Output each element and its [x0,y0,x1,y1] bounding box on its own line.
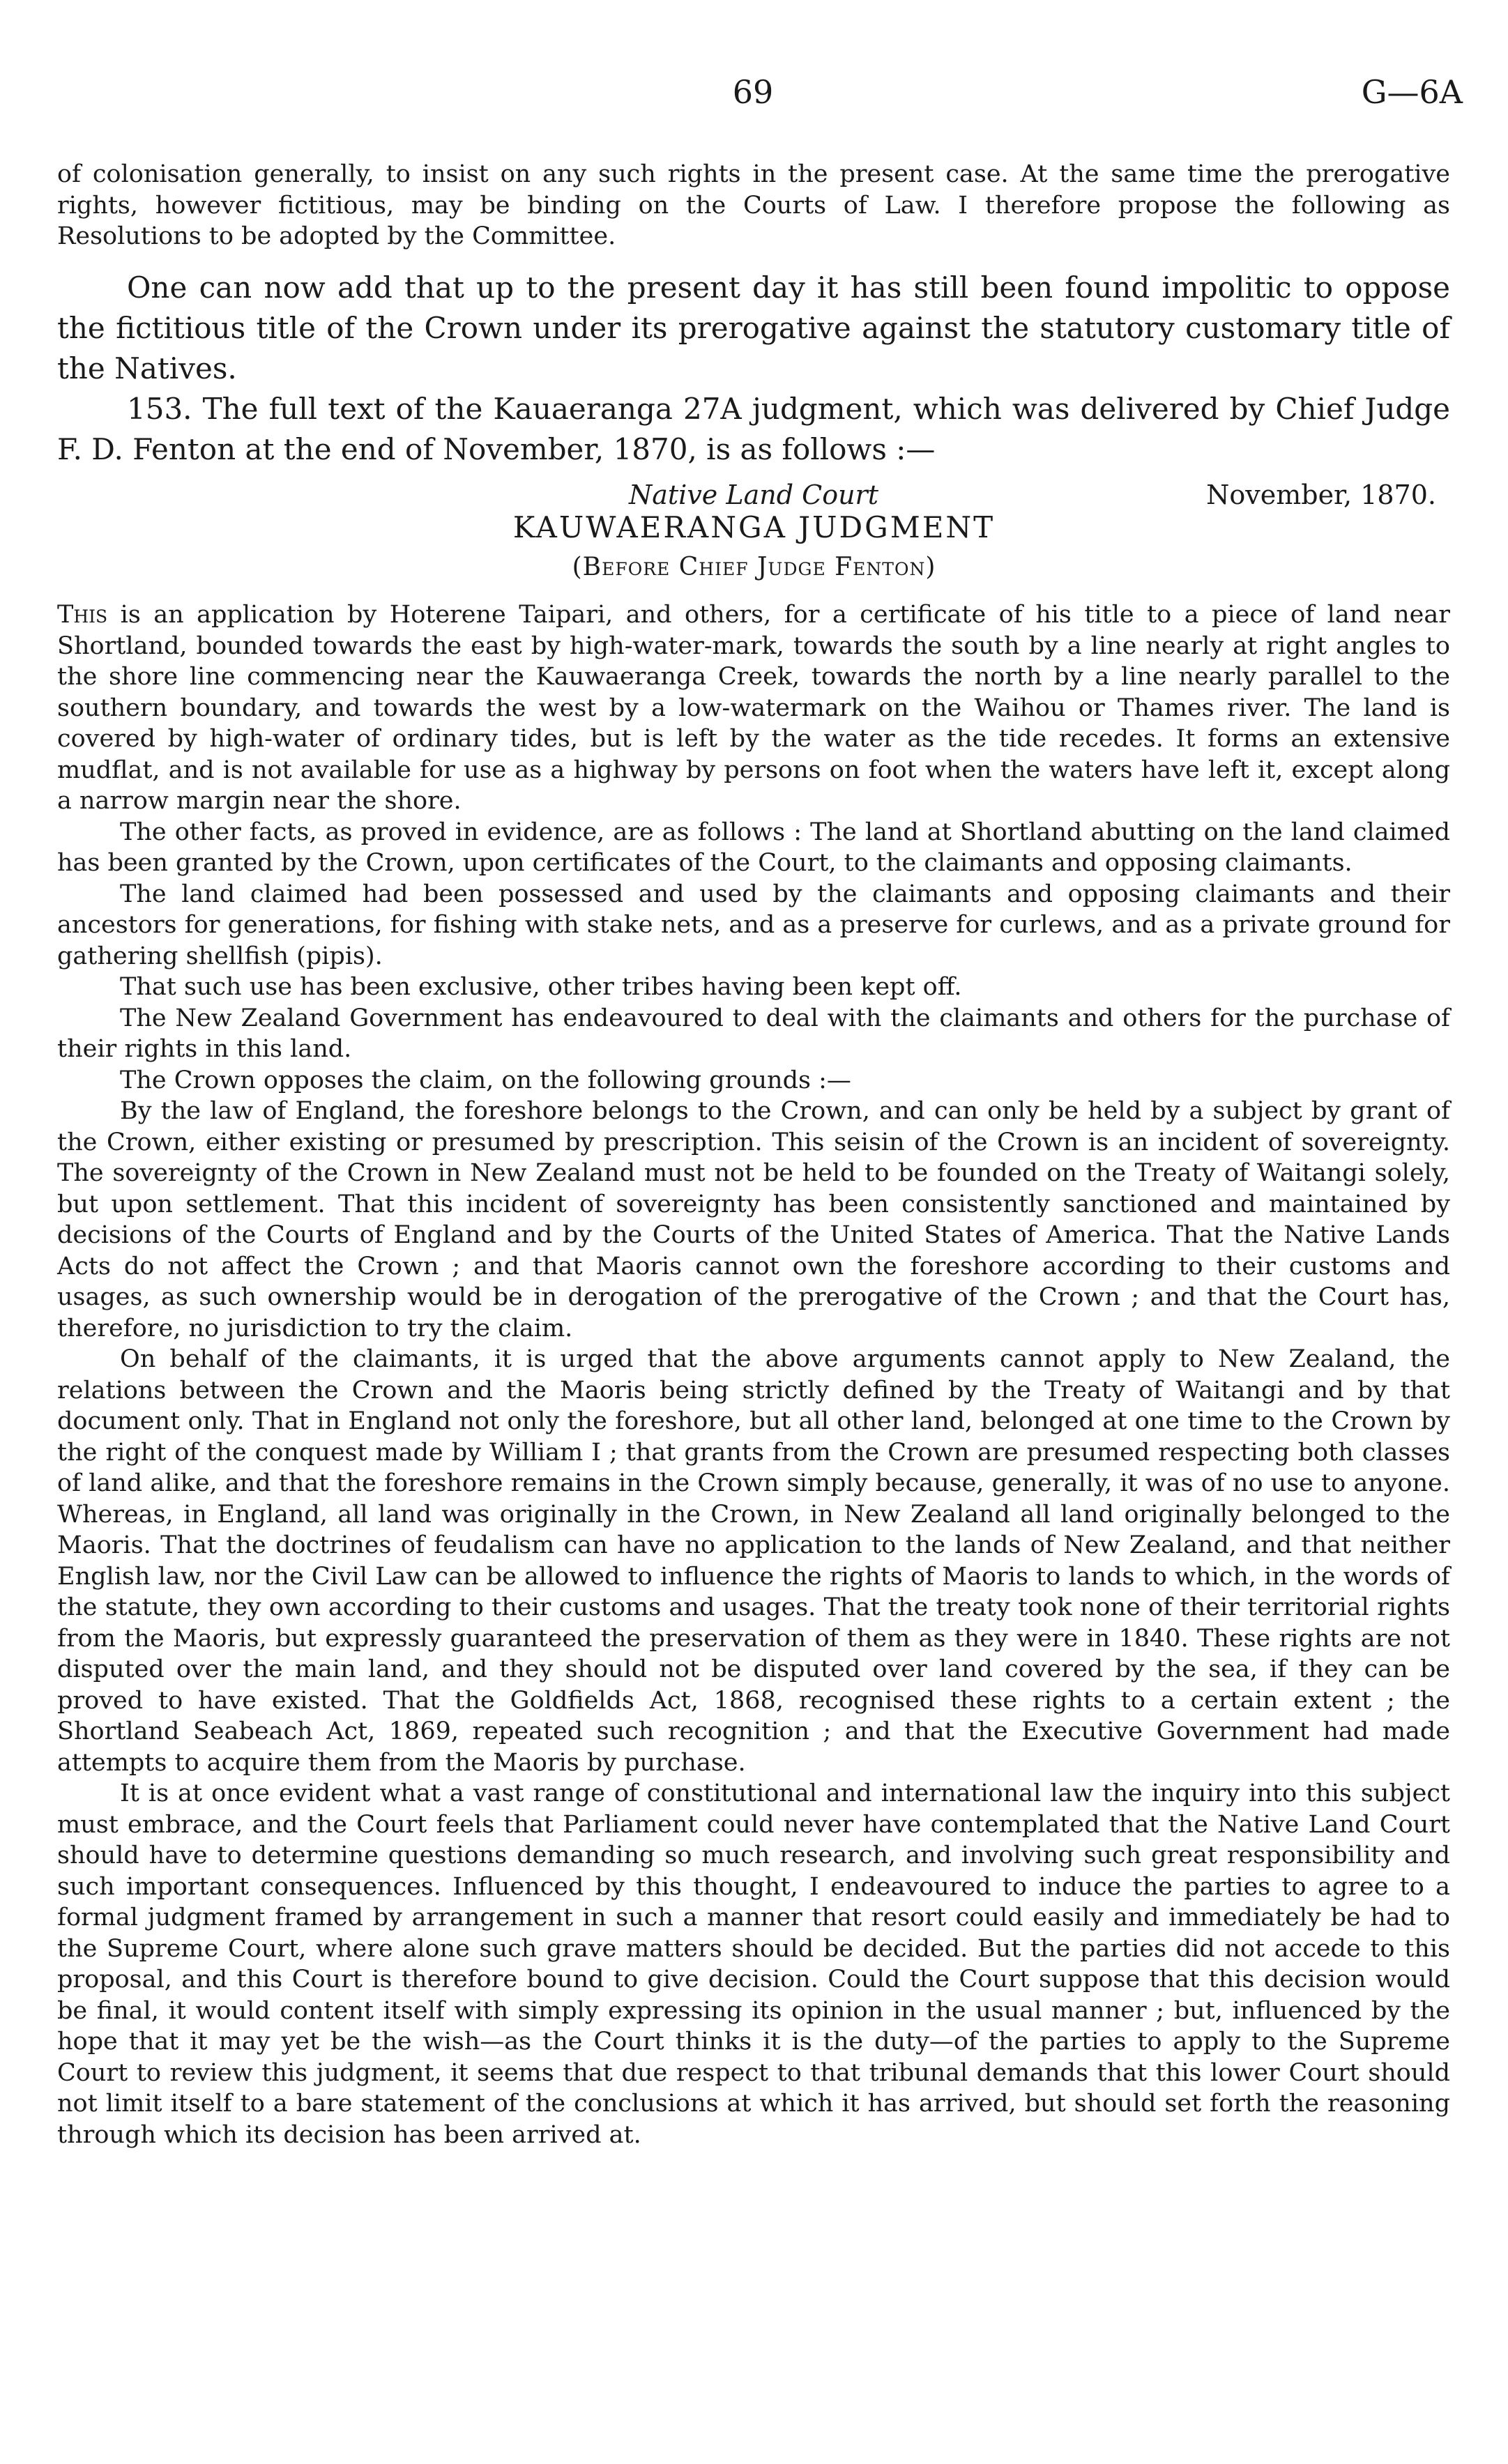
judgment-paragraph-6: The Crown opposes the claim, on the following grounds :— [120,1066,851,1094]
judgment-title: KAUWAERANGA JUDGMENT [512,510,996,544]
court-line [57,480,1450,514]
commentary-paragraph-2: 153. The full text of the Kauaeranga 27A judgment, which was delivered by Chief Judge F. D. Fenton at the end of November, 1870, is as follows :— [57,392,1450,466]
judgment-subtitle: (Before Chief Judge Fenton) [572,553,936,581]
judgment-paragraph-1-text: is an application by Hoterene Taipari, and others, for a certificate of his title to a piece of land near Shortland, bounded towards the east by high-water-mark, towards the south by a line nearly at right angles to the shore line commencing near the Kauwaeranga Creek, towards the north by a line nearly parallel to the southern boundary, and towards the west by a low-watermark on the Waihou or Thames river. The land is covered by high-water of ordinary tides, but is left by the water as the tide recedes. It forms an extensive mudflat, and is not available for use as a highway by persons on foot when the waters have left it, except along a narrow margin near the shore. [57,601,1450,815]
intro-paragraph-block [57,159,1450,252]
intro-paragraph: of colonisation generally, to insist on any such rights in the present case. At the same time the prerogative rights, however fictitious, may be binding on the Courts of Law. I therefore propose the following as Resolutions to be adopted by the Committee. [57,160,1450,250]
judgment-paragraph-5: The New Zealand Government has endeavoured to deal with the claimants and others for the purchase of their rights in this land. [57,1004,1450,1063]
page-number: 69 [732,73,774,111]
judgment-paragraph-3: The land claimed had been possessed and used by the claimants and opposing claimants and their ancestors for generations, for fishing with stake nets, and as a preserve for curlews, and as a private ground for gathering shellfish (pipis). [57,880,1450,970]
commentary-paragraph-1: One can now add that up to the present day it has still been found impolitic to oppose the fictitious title of the Crown under its prerogative against the statutory customary title of the Natives. [57,270,1450,385]
judgment-date: November, 1870. [1206,480,1436,510]
court-name: Native Land Court [629,480,878,510]
judgment-paragraph-9: It is at once evident what a vast range of constitutional and international law the inquiry into this subject must embrace, and the Court feels that Parliament could never have contemplated that the Native Land Court should have to determine questions demanding so much research, and involving such great responsibility and such important consequences. Influenced by this thought, I endeavoured to induce the parties to agree to a formal judgment framed by arrangement in such a manner that resort could easily and immediately be had to the Supreme Court, where alone such grave matters should be decided. But the parties did not accede to this proposal, and this Court is therefore bound to give decision. Could the Court suppose that this decision would be final, it would content itself with simply expressing its opinion in the usual manner ; but, influenced by the hope that it may yet be the wish—as the Court thinks it is the duty—of the parties to apply to the Supreme Court to review this judgment, it seems that due respect to that tribunal demands that this lower Court should not limit itself to a bare statement of the conclusions at which it has arrived, but should set forth the reasoning through which its decision has been arrived at. [57,1780,1450,2149]
judgment-lead-word: This [57,601,108,629]
judgment-paragraph-2: The other facts, as proved in evidence, are as follows : The land at Shortland abutting on the land claimed has been granted by the Crown, upon certificates of the Court, to the claimants and opposing claimants. [57,818,1450,877]
judgment-paragraph-1 [57,599,1450,817]
judgment-paragraph-7: By the law of England, the foreshore belongs to the Crown, and can only be held by a subject by grant of the Crown, either existing or presumed by prescription. This seisin of the Crown is an incident of sovereignty. The sovereignty of the Crown in New Zealand must not be held to be founded on the Treaty of Waitangi solely, but upon settlement. That this incident of sovereignty has been consistently sanctioned and maintained by decisions of the Courts of England and by the Courts of the United States of America. That the Native Lands Acts do not affect the Crown ; and that Maoris cannot own the foreshore according to their customs and usages, as such ownership would be in derogation of the prerogative of the Crown ; and that the Court has, therefore, no jurisdiction to try the claim. [57,1097,1450,1342]
judgment-body [57,599,1450,2150]
judgment-paragraph-4: That such use has been exclusive, other tribes having been kept off. [120,973,962,1001]
judgment-paragraph-8: On behalf of the claimants, it is urged that the above arguments cannot apply to New Zealand, the relations between the Crown and the Maoris being strictly defined by the Treaty of Waitangi and by that document only. That in England not only the foreshore, but all other land, belonged at one time to the Crown by the right of the conquest made by William I ; that grants from the Crown are presumed respecting both classes of land alike, and that the foreshore remains in the Crown simply because, generally, it was of no use to anyone. Whereas, in England, all land was originally in the Crown, in New Zealand all land originally belonged to the Maoris. That the doctrines of feudalism can have no application to the lands of New Zealand, and that neither English law, nor the Civil Law can be allowed to influence the rights of Maoris to lands to which, in the words of the statute, they own according to their customs and usages. That the treaty took none of their territorial rights from the Maoris, but expressly guaranteed the preservation of them as they were in 1840. These rights are not disputed over the main land, and they should not be disputed over land covered by the sea, if they can be proved to have existed. That the Goldfields Act, 1868, recognised these rights to a certain extent ; the Shortland Seabeach Act, 1869, repeated such recognition ; and that the Executive Government had made attempts to acquire them from the Maoris by purchase. [57,1345,1450,1777]
series-reference: G—6A [1361,73,1463,111]
commentary-block [57,268,1450,470]
